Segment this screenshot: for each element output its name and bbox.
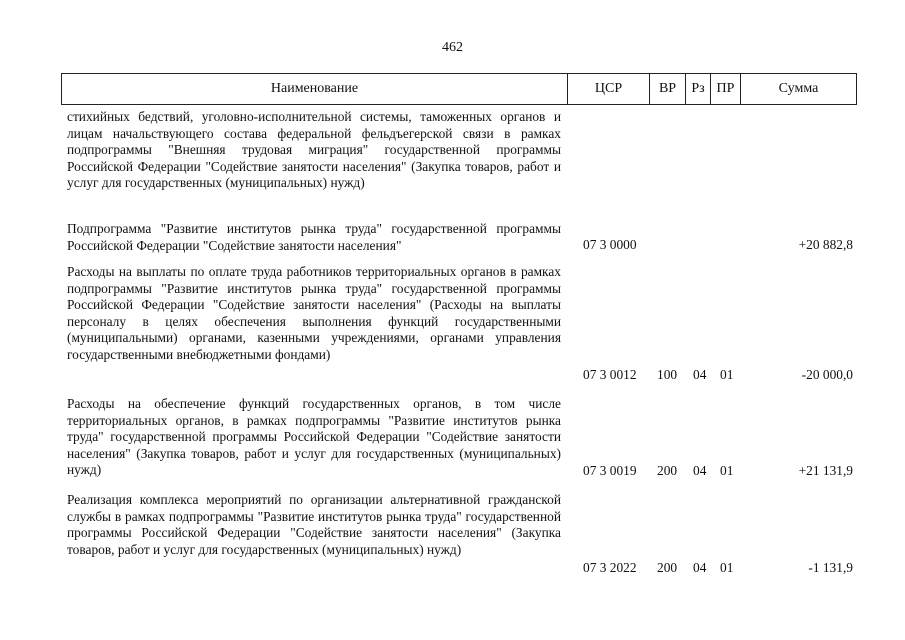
row-sum: +20 882,8 xyxy=(798,237,853,252)
row-name: стихийных бедствий, уголовно-исполнительной системы, таможенных органов и лицам начальствующего состава федеральной фельдъегерской связи в рамках подпрограммы "Внешняя трудовая миграция" государственной программы Российской Федерации "Содействие занятости населения" (Закупка товаров, работ и услуг для государственных (муниципальных) нужд) xyxy=(67,109,561,191)
row-csr: 07 3 2022 xyxy=(583,560,637,575)
page-number: 462 xyxy=(442,40,463,55)
column-header-sum: Сумма xyxy=(778,80,819,96)
column-header-pr: ПР xyxy=(711,74,741,104)
row-pr: 01 xyxy=(720,463,734,478)
table-header xyxy=(61,73,857,105)
row-name: Реализация комплекса мероприятий по организации альтернативной гражданской службы в рамках подпрограммы "Развитие институтов рынка труда" государственной программы Российской Федерации "Содействие занятости населения" (Закупка товаров, работ и услуг для государственных (муниципальных) нужд) xyxy=(67,492,561,557)
row-sum: -1 131,9 xyxy=(808,560,853,575)
row-rz: 04 xyxy=(693,463,707,478)
row-rz: 04 xyxy=(693,367,707,382)
column-header-csr: ЦСР xyxy=(568,74,650,104)
column-header-name: Наименование xyxy=(62,74,568,104)
row-vr: 100 xyxy=(657,367,678,382)
column-header-rz: Рз xyxy=(686,74,711,104)
row-pr: 01 xyxy=(720,367,734,382)
row-name: Расходы на выплаты по оплате труда работников территориальных органов в рамках подпрограммы "Развитие институтов рынка труда" государственной программы Российской Федерации "Содействие занятости населения" (Расходы на выплаты персоналу в целях обеспечения выполнения функций государственными (муниципальными) органами, казенными учреждениями, органами управления государственными внебюджетными фондами) xyxy=(67,264,561,362)
row-sum: -20 000,0 xyxy=(801,367,853,382)
row-csr: 07 3 0019 xyxy=(583,463,637,478)
row-pr: 01 xyxy=(720,560,734,575)
row-csr: 07 3 0012 xyxy=(583,367,637,382)
row-csr: 07 3 0000 xyxy=(583,237,637,252)
row-rz: 04 xyxy=(693,560,707,575)
row-name: Подпрограмма "Развитие институтов рынка труда" государственной программы Российской Федерации "Содействие занятости населения" xyxy=(67,221,561,253)
row-sum: +21 131,9 xyxy=(798,463,853,478)
column-header-vr: ВР xyxy=(650,74,686,104)
row-vr: 200 xyxy=(657,560,678,575)
row-name: Расходы на обеспечение функций государственных органов, в том числе территориальных органов, в рамках подпрограммы "Развитие институтов рынка труда" государственной программы Российской Федерации "Содействие занятости населения" (Закупка товаров, работ и услуг для государственных (муниципальных) нужд) xyxy=(67,396,561,478)
row-vr: 200 xyxy=(657,463,678,478)
